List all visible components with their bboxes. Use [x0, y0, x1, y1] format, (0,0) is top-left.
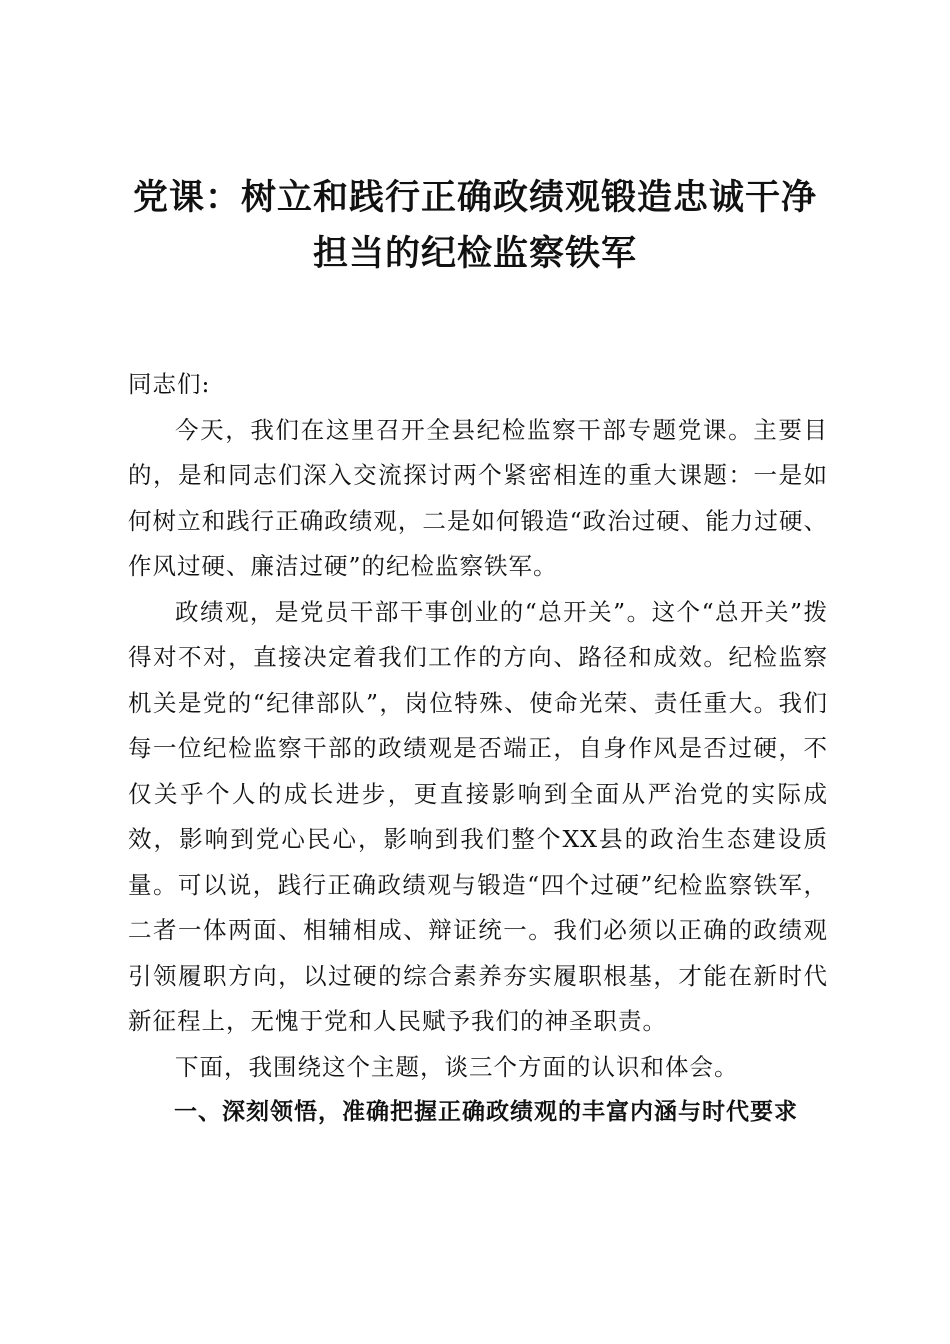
- section-heading-1: 一、深刻领悟，准确把握正确政绩观的丰富内涵与时代要求: [174, 1099, 798, 1125]
- document-title: 党课：树立和践行正确政绩观锻造忠诚干净担当的纪检监察铁军: [132, 178, 817, 274]
- document-body: [128, 362, 828, 1136]
- paragraph-outline: 下面，我围绕这个主题，谈三个方面的认识和体会。: [175, 1052, 739, 1081]
- paragraph-political-performance: 政绩观，是党员干部干事创业的“总开关”。这个“总开关”拨得对不对，直接决定着我们工作的方向、路径和成效。纪检监察机关是党的“纪律部队”，岗位特殊、使命光荣、责任重大。我们每一位纪检监察干部的政绩观是否端正，自身作风是否过硬，不仅关乎个人的成长进步，更直接影响到全面从严治党的实际成效，影响到党心民心，影响到我们整个XX县的政治生态建设质量。可以说，践行正确政绩观与锻造“四个过硬”纪检监察铁军，二者一体两面、相辅相成、辩证统一。我们必须以正确的政绩观引领履职方向，以过硬的综合素养夯实履职根基，才能在新时代新征程上，无愧于党和人民赋予我们的神圣职责。: [128, 597, 828, 1035]
- salutation: 同志们:: [128, 370, 211, 398]
- paragraph-intro: 今天，我们在这里召开全县纪检监察干部专题党课。主要目的，是和同志们深入交流探讨两个紧密相连的重大课题：一是如何树立和践行正确政绩观，二是如何锻造“政治过硬、能力过硬、作风过硬、廉洁过硬”的纪检监察铁军。: [128, 415, 828, 580]
